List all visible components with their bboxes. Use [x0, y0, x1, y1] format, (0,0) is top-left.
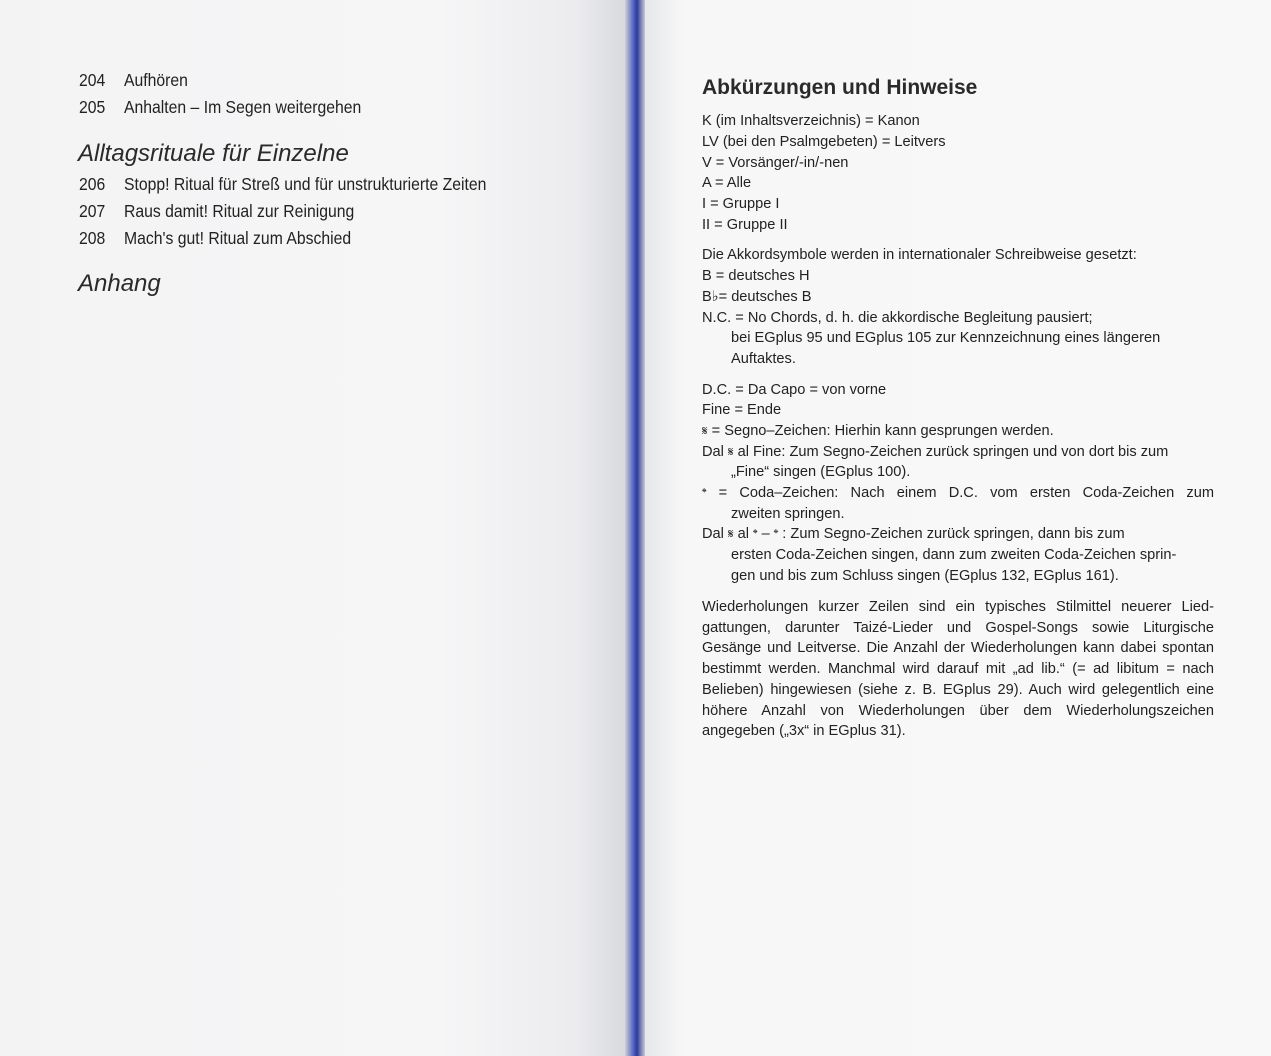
- dal-coda-continuation: gen und bis zum Schluss singen (EGplus 132, EGplus 161).: [731, 568, 1119, 584]
- toc-number: 207: [79, 201, 106, 221]
- dc-line: D.C. = Da Capo = von vorne: [702, 382, 887, 398]
- segno-icon: 𝄋: [727, 527, 734, 542]
- dal-coda-line: [702, 524, 1125, 546]
- abbreviation-line: A = Alle: [702, 175, 752, 191]
- dal-segno-fine-line: [702, 442, 1168, 464]
- segno-definition: = Segno–Zeichen: Hierhin kann gesprungen werden.: [707, 423, 1054, 439]
- dash-label: –: [757, 526, 774, 542]
- toc-title: Anhalten – Im Segen weitergehen: [124, 97, 362, 117]
- chord-line: N.C. = No Chords, d. h. die akkordische Begleitung pausiert;: [702, 310, 1093, 326]
- repetition-paragraph: Wiederholungen kurzer Zeilen sind ein typisches Stilmittel neuerer Liedgattungen, darunter Taizé-Lieder und Gospel-Songs sowie Liturgische Gesänge und Leitverse. Die Anzahl der Wiederholungen kann dabei spontan bestimmt werden. Manchmal wird darauf mit „ad lib.“ (= ad libitum = nach Belieben) hingewiesen (siehe z. B. EGplus 29). Auch wird gelegentlich eine höhere Anzahl von Wiederholungen über dem Wiederholungszeichen angegeben („3x“ in EGplus 31).: [702, 599, 1214, 740]
- dal-coda-text: : Zum Segno-Zeichen zurück springen, dann bis zum: [778, 526, 1125, 542]
- toc-title: Mach's gut! Ritual zum Abschied: [124, 228, 352, 248]
- chord-line: B♭= deutsches B: [702, 289, 812, 305]
- toc-number: 206: [79, 174, 106, 194]
- dal-label: Dal: [702, 444, 728, 460]
- toc-number: 204: [79, 70, 106, 90]
- toc-title: Stopp! Ritual für Streß und für unstrukturierte Zeiten: [124, 174, 487, 194]
- toc-number: 208: [79, 228, 106, 248]
- chord-line: B = deutsches H: [702, 268, 810, 284]
- dal-segno-fine-text: al Fine: Zum Segno-Zeichen zurück springen und von dort bis zum: [733, 444, 1169, 460]
- book-gutter: [625, 0, 645, 1056]
- segno-icon: 𝄋: [702, 424, 708, 439]
- abbreviation-line: II = Gruppe II: [702, 217, 788, 233]
- toc-title: Raus damit! Ritual zur Reinigung: [124, 201, 355, 221]
- toc-entry-208: [79, 228, 351, 249]
- toc-entry-205: [79, 97, 361, 118]
- coda-continuation: zweiten springen.: [731, 506, 845, 522]
- toc-entry-206: [79, 174, 486, 195]
- coda-icon: 𝄌: [702, 486, 707, 501]
- left-page: [0, 0, 625, 1056]
- segno-line: [702, 421, 1054, 443]
- page-title: Abkürzungen und Hinweise: [702, 76, 978, 99]
- chord-line-continuation: bei EGplus 95 und EGplus 105 zur Kennzeichnung eines längeren: [731, 330, 1161, 346]
- chords-intro: Die Akkordsymbole werden in internationaler Schreibweise gesetzt:: [702, 247, 1137, 263]
- coda-icon: 𝄌: [753, 527, 758, 542]
- coda-line: [702, 483, 1214, 505]
- segno-icon: 𝄋: [727, 445, 734, 460]
- dal-label: Dal: [702, 526, 728, 542]
- dal-coda-continuation: ersten Coda-Zeichen singen, dann zum zweiten Coda-Zeichen sprin-: [731, 547, 1177, 563]
- al-label: al: [733, 526, 754, 542]
- abbreviation-line: LV (bei den Psalmgebeten) = Leitvers: [702, 134, 946, 150]
- dal-segno-fine-continuation: „Fine“ singen (EGplus 100).: [731, 464, 911, 480]
- coda-icon: 𝄌: [773, 527, 779, 542]
- coda-definition: = Coda–Zeichen: Nach einem D.C. vom ersten Coda-Zeichen zum: [706, 485, 1214, 501]
- toc-entry-204: [79, 70, 188, 91]
- toc-entry-207: [79, 201, 354, 222]
- section-heading-anhang: Anhang: [78, 270, 161, 297]
- abbreviation-line: K (im Inhaltsverzeichnis) = Kanon: [702, 113, 920, 129]
- abbreviation-line: V = Vorsänger/-in/-nen: [702, 155, 849, 171]
- toc-number: 205: [79, 97, 106, 117]
- toc-title: Aufhören: [124, 70, 188, 90]
- fine-line: Fine = Ende: [702, 402, 782, 418]
- chord-line-continuation: Auftaktes.: [731, 351, 796, 367]
- section-heading-alltagsrituale: Alltagsrituale für Einzelne: [78, 140, 349, 167]
- abbreviation-line: I = Gruppe I: [702, 196, 780, 212]
